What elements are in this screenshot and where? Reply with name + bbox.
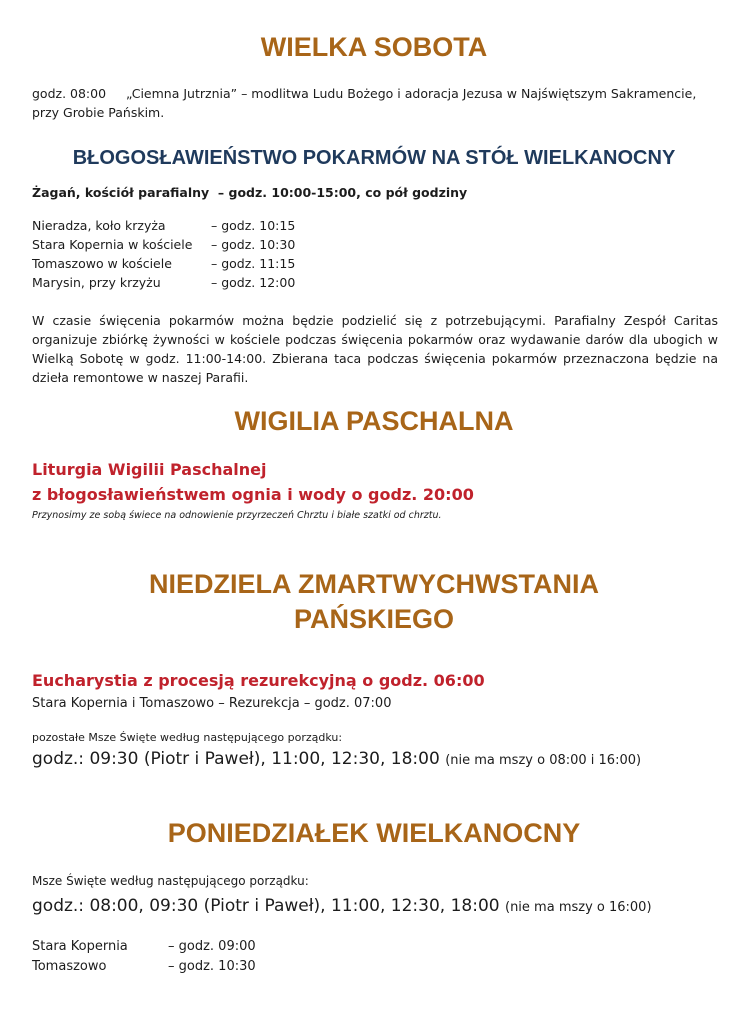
poniedzialek-time: – godz. 09:00 — [168, 939, 256, 954]
poniedzialek-label: Msze Święte według następującego porządku: — [32, 874, 309, 888]
liturgy-line-1: Liturgia Wigilii Paschalnej — [32, 460, 267, 479]
list-item — [32, 216, 432, 235]
blessing-main-place: Żagań, kościół parafialny — [32, 185, 210, 200]
niedziela-times: godz.: 09:30 (Piotr i Paweł), 11:00, 12:30, 18:00 — [32, 749, 440, 769]
blessing-place: Nieradza, koło krzyża — [32, 218, 166, 233]
jutrznia-time: godz. 08:00 — [32, 86, 107, 101]
blessing-main-row — [32, 183, 722, 202]
poniedzialek-place: Tomaszowo — [32, 959, 107, 974]
niedziela-times-note: (nie ma mszy o 08:00 i 16:00) — [445, 753, 642, 768]
list-item — [32, 937, 432, 957]
list-item — [32, 273, 432, 292]
jutrznia-paragraph — [32, 84, 722, 122]
liturgy-line-2: z błogosławieństwem ognia i wody o godz. 20:00 — [32, 485, 474, 504]
heading-wielka-sobota: WIELKA SOBOTA — [260, 32, 488, 62]
blessing-place: Marysin, przy krzyżu — [32, 275, 161, 290]
poniedzialek-times: godz.: 08:00, 09:30 (Piotr i Paweł), 11:00, 12:30, 18:00 — [32, 896, 500, 916]
blessing-place: Stara Kopernia w kościele — [32, 237, 193, 252]
blessing-time: – godz. 12:00 — [211, 275, 296, 290]
heading-blogoslawienstwo: BŁOGOSŁAWIEŃSTWO POKARMÓW NA STÓŁ WIELKANOCNY — [72, 147, 676, 169]
niedziela-other-label: pozostałe Msze Święte według następującego porządku: — [32, 731, 343, 744]
poniedzialek-times-note: (nie ma mszy o 16:00) — [505, 900, 652, 915]
poniedzialek-place: Stara Kopernia — [32, 939, 128, 954]
blessing-main-time: – godz. 10:00-15:00, co pół godziny — [217, 185, 468, 200]
poniedzialek-times-row — [32, 894, 652, 920]
poniedzialek-list — [32, 937, 432, 977]
blessing-time: – godz. 11:15 — [211, 256, 296, 271]
liturgy-note: Przynosimy ze sobą świece na odnowienie przyrzeczeń Chrztu i białe szatki od chrztu. — [32, 510, 442, 521]
heading-niedziela-line-2: PAŃSKIEGO — [293, 604, 455, 634]
heading-niedziela-line-1: NIEDZIELA ZMARTWYCHWSTANIA — [149, 569, 599, 599]
blessing-time: – godz. 10:30 — [211, 237, 296, 252]
blessing-time: – godz. 10:15 — [211, 218, 296, 233]
rezurekcja-line: Stara Kopernia i Tomaszowo – Rezurekcja – godz. 07:00 — [32, 696, 392, 711]
list-item — [32, 957, 432, 977]
caritas-paragraph: W czasie święcenia pokarmów można będzie podzielić się z potrzebującymi. Parafialny Zespół Caritas organizuje zbiórkę żywności w kościele podczas święcenia pokarmów oraz wydawanie darów dla ubogich w Wielką Sobotę w godz. 11:00-14:00. Zbierana taca podczas święcenia pokarmów przeznaczona będzie na dzieła remontowe w naszej Parafii. — [32, 313, 718, 385]
eucharist-line: Eucharystia z procesją rezurekcyjną o godz. 06:00 — [32, 671, 485, 690]
heading-poniedzialek: PONIEDZIAŁEK WIELKANOCNY — [167, 818, 581, 848]
list-item — [32, 235, 432, 254]
poniedzialek-time: – godz. 10:30 — [168, 959, 256, 974]
niedziela-times-row — [32, 747, 641, 773]
heading-wigilia-paschalna: WIGILIA PASCHALNA — [234, 406, 514, 436]
blessing-list — [32, 216, 432, 292]
list-item — [32, 254, 432, 273]
jutrznia-text: „Ciemna Jutrznia” – modlitwa Ludu Bożego i adoracja Jezusa w Najświętszym Sakramencie, przy Grobie Pańskim. — [32, 86, 697, 120]
blessing-place: Tomaszowo w kościele — [32, 256, 172, 271]
